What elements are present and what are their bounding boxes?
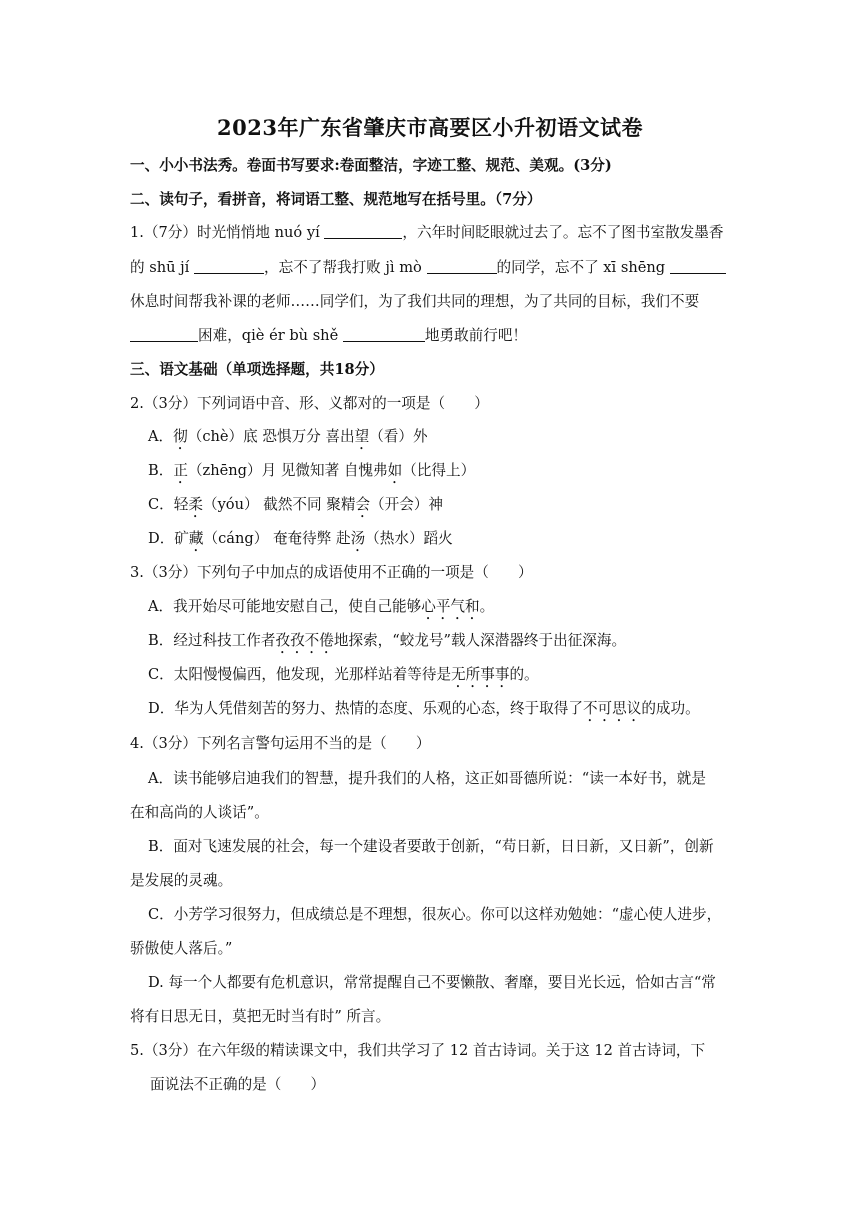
q1-text: 的 shū jí	[130, 259, 194, 276]
option-text: （看）外	[369, 428, 428, 445]
dotted-char: 柔	[188, 496, 203, 513]
dotted-char: 汤	[350, 530, 366, 547]
option-text: 的成功。	[641, 700, 700, 717]
q4-stem: 4.（3分）下列名言警句运用不当的是（ ）	[130, 735, 431, 752]
q4-option-a[interactable]: A．读书能够启迪我们的智慧，提升我们的人格，这正如哥德所说：“读一本好书，就是	[148, 770, 706, 787]
q1-text: 困难，qiè ér bù shě	[198, 327, 343, 344]
option-text: C．太阳慢慢偏西，他发现，光那样站着等待是	[148, 666, 452, 683]
option-text: B．经过科技工作者	[148, 632, 276, 649]
exam-title: 2023年广东省肇庆市高要区小升初语文试卷	[217, 115, 643, 140]
option-label: B．	[148, 462, 174, 479]
option-label: C．轻	[148, 496, 189, 513]
answer-blank-jimo[interactable]	[427, 258, 497, 274]
q3-option-a[interactable]	[148, 597, 732, 623]
option-text: 。	[479, 598, 495, 615]
q1-text: ，六年时间眨眼就过去了。忘不了图书室散发墨香	[402, 224, 724, 241]
q2-option-c[interactable]	[148, 495, 732, 521]
option-label: D．矿	[148, 530, 189, 547]
option-text: D．华为人凭借刻苦的努力、热情的态度、乐观的心态，终于取得了	[148, 700, 583, 717]
option-text: A．我开始尽可能地安慰自己，使自己能够	[148, 598, 422, 615]
q1-line-3: 休息时间帮我补课的老师……同学们，为了我们共同的理想，为了共同的目标，我们不要	[130, 293, 700, 310]
q4-option-a-cont: 在和高尚的人谈话”。	[130, 804, 269, 821]
dotted-char: 彻	[173, 428, 188, 445]
q3-option-c[interactable]	[148, 665, 732, 691]
section-2-heading: 二、读句子，看拼音，将词语工整、规范地写在括号里。（7分）	[130, 191, 542, 208]
dotted-idiom: 无所事事	[451, 666, 510, 683]
section-1-heading: 一、小小书法秀。卷面书写要求:卷面整洁，字迹工整、规范、美观。(3分)	[130, 157, 612, 174]
option-text: （比得上）	[402, 462, 476, 479]
q3-option-b[interactable]	[148, 631, 732, 657]
q4-option-b[interactable]: B．面对飞速发展的社会，每一个建设者要敢于创新，“苟日新，日日新，又日新”，创新	[148, 838, 714, 855]
q4-option-d-cont: 将有日思无日，莫把无时当有时” 所言。	[130, 1008, 391, 1025]
q1-text: 的同学，忘不了 xī shēng	[496, 259, 670, 276]
q2-stem: 2.（3分）下列词语中音、形、义都对的一项是（ ）	[130, 395, 489, 412]
q1-line-2	[130, 258, 732, 278]
section-3-heading: 三、语文基础（单项选择题，共18分）	[130, 361, 384, 378]
q3-option-d[interactable]	[148, 699, 732, 725]
q1-line-1	[130, 223, 732, 243]
q4-option-b-cont: 是发展的灵魂。	[130, 872, 233, 889]
option-text: （开会）神	[370, 496, 444, 513]
option-text: （zhēng）月 见微知著 自愧弗	[187, 462, 388, 479]
q1-text: ，忘不了帮我打败 jì mò	[264, 259, 427, 276]
dotted-char: 藏	[188, 530, 204, 547]
dotted-char: 正	[173, 462, 188, 479]
answer-blank-nuoyi[interactable]	[324, 223, 402, 239]
option-text: （cáng） 奄奄待弊 赴	[203, 530, 351, 547]
q5-stem-line-2: 面说法不正确的是（ ）	[150, 1076, 326, 1093]
dotted-char: 如	[387, 462, 403, 479]
q4-option-d[interactable]: D. 每一个人都要有危机意识，常常提醒自己不要懒散、奢靡，要目光长远，恰如古言“常	[148, 974, 716, 991]
q2-option-d[interactable]	[148, 529, 732, 555]
q2-option-b[interactable]	[148, 461, 732, 487]
answer-blank-shuji[interactable]	[194, 258, 264, 274]
q1-text: 地勇敢前行吧！	[424, 327, 528, 344]
option-text: （chè）底 恐惧万分 喜出	[187, 428, 355, 445]
q4-option-c[interactable]: C．小芳学习很努力，但成绩总是不理想，很灰心。你可以这样劝勉她：“虚心使人进步，	[148, 906, 722, 923]
dotted-char: 会	[355, 496, 371, 513]
dotted-idiom: 孜孜不倦	[275, 632, 334, 649]
q2-option-a[interactable]	[148, 427, 732, 453]
q1-line-4	[130, 326, 732, 346]
dotted-idiom: 不可思议	[582, 700, 642, 717]
q1-text: 1.（7分）时光悄悄地 nuó yí	[130, 224, 325, 241]
answer-blank-kunnan[interactable]	[130, 326, 198, 342]
q5-stem-line-1: 5.（3分）在六年级的精读课文中，我们共学习了 12 首古诗词。关于这 12 首古诗词，下	[130, 1042, 706, 1059]
option-text: 的。	[509, 666, 539, 683]
option-text: 地探索，“蛟龙号”载人深潜器终于出征深海。	[333, 632, 627, 649]
option-label: A．	[148, 428, 174, 445]
q3-stem: 3.（3分）下列句子中加点的成语使用不正确的一项是（ ）	[130, 564, 533, 581]
dotted-char: 望	[354, 428, 370, 445]
q4-option-c-cont: 骄傲使人落后。”	[130, 940, 233, 957]
option-text: （yóu） 截然不同 聚精	[202, 496, 356, 513]
dotted-idiom: 心平气和	[421, 598, 480, 615]
option-text: （热水）蹈火	[365, 530, 453, 547]
answer-blank-xisheng[interactable]	[670, 258, 726, 274]
answer-blank-qieerbushe[interactable]	[343, 326, 425, 342]
